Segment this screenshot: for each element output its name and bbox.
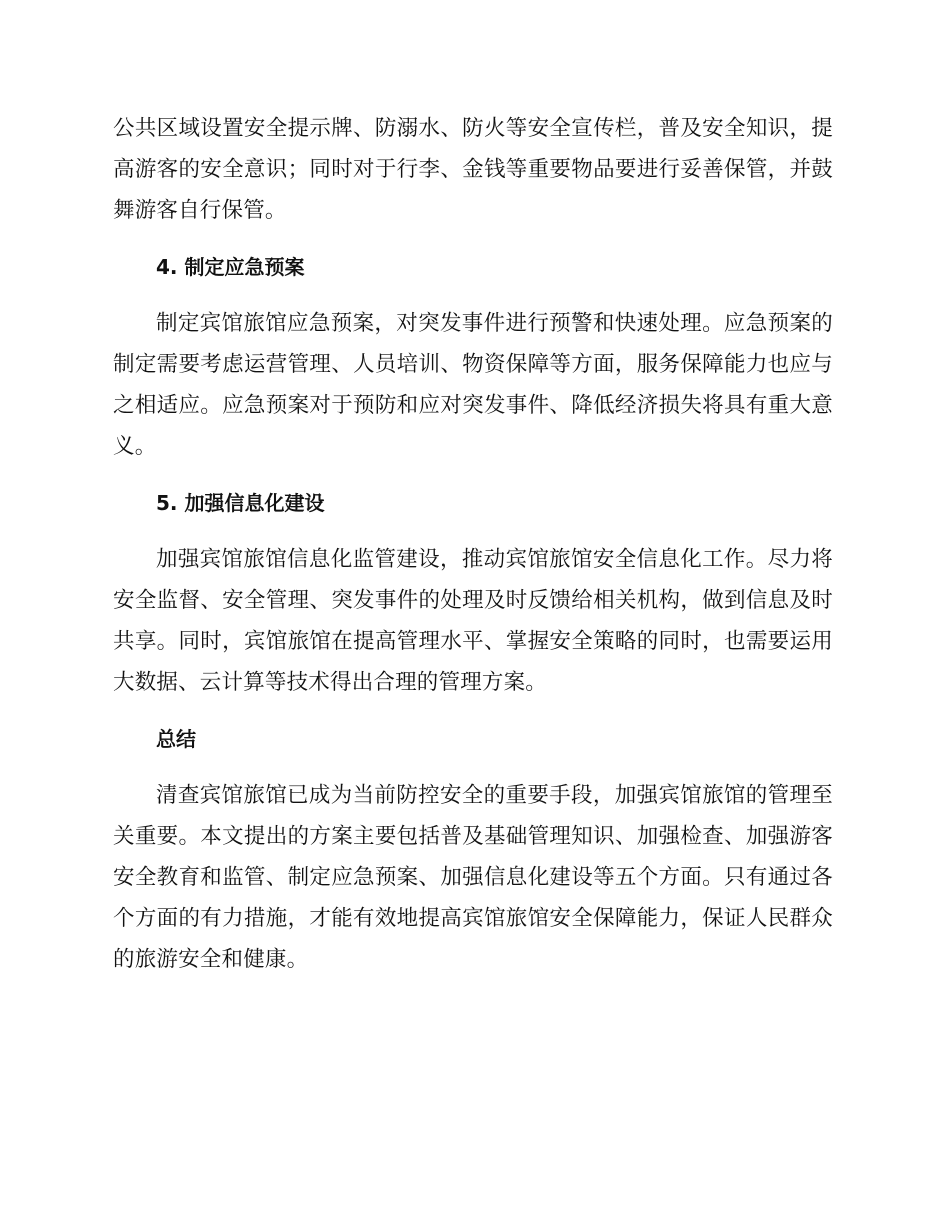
section-paragraph-summary: 清查宾馆旅馆已成为当前防控安全的重要手段，加强宾馆旅馆的管理至关重要。本文提出的方案主要包括普及基础管理知识、加强检查、加强游客安全教育和监管、制定应急预案、加强信息化建设等五个方面。只有通过各个方面的有力措施，才能有效地提高宾馆旅馆安全保障能力，保证人民群众的旅游安全和健康。	[113, 783, 833, 972]
section-paragraph-emergency-plan: 制定宾馆旅馆应急预案，对突发事件进行预警和快速处理。应急预案的制定需要考虑运营管理、人员培训、物资保障等方面，服务保障能力也应与之相适应。应急预案对于预防和应对突发事件、降低经济损失将具有重大意义。	[113, 311, 833, 459]
section-heading-summary: 总结	[156, 727, 196, 751]
section-heading-informatization: 5. 加强信息化建设	[156, 491, 325, 515]
document-page	[113, 108, 833, 980]
section-paragraph-informatization: 加强宾馆旅馆信息化监管建设，推动宾馆旅馆安全信息化工作。尽力将安全监督、安全管理、突发事件的处理及时反馈给相关机构，做到信息及时共享。同时，宾馆旅馆在提高管理水平、掌握安全策略的同时，也需要运用大数据、云计算等技术得出合理的管理方案。	[113, 547, 833, 695]
intro-paragraph: 公共区域设置安全提示牌、防溺水、防火等安全宣传栏，普及安全知识，提高游客的安全意识；同时对于行李、金钱等重要物品要进行妥善保管，并鼓舞游客自行保管。	[113, 116, 833, 223]
section-heading-emergency-plan: 4. 制定应急预案	[156, 255, 305, 279]
